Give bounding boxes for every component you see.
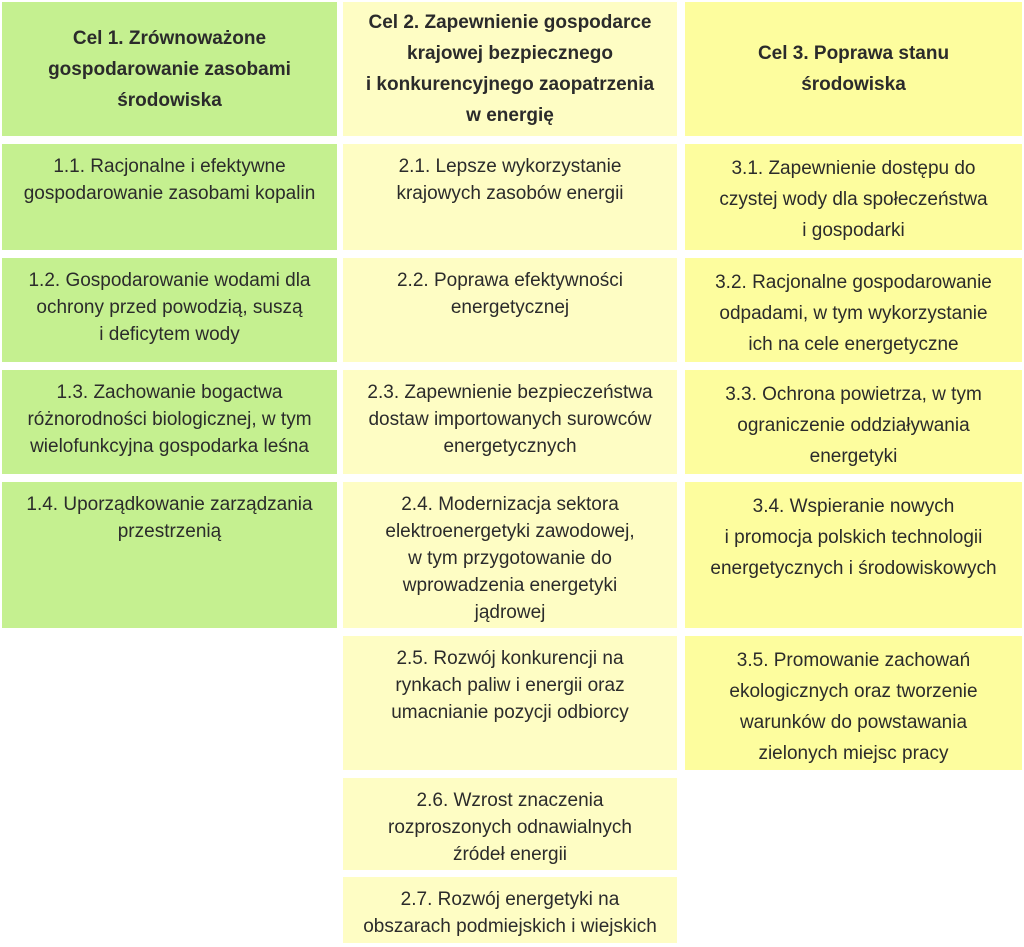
goal-2-item-7 — [343, 877, 677, 943]
item-line: 2.2. Poprawa efektywności — [396, 270, 623, 291]
item-line: 2.3. Zapewnienie bezpieczeństwa — [367, 382, 653, 403]
goal-1-item-4 — [2, 482, 337, 628]
item-line: ekologicznych oraz tworzenie — [729, 681, 978, 702]
item-line: umacnianie pozycji odbiorcy — [391, 702, 629, 723]
item-line: odpadami, w tym wykorzystanie — [719, 303, 988, 324]
goal-2-item-3 — [343, 370, 677, 474]
goal-3-item-4 — [685, 482, 1022, 628]
goal-3-item-3 — [685, 370, 1022, 474]
item-line: czystej wody dla społeczeństwa — [719, 189, 988, 210]
goal-3-item-2 — [685, 258, 1022, 362]
item-line: źródeł energii — [452, 844, 568, 865]
item-line: 2.1. Lepsze wykorzystanie — [398, 156, 622, 177]
header-line: Cel 3. Poprawa stanu — [757, 43, 950, 64]
item-line: ograniczenie oddziaływania — [737, 415, 970, 436]
goal-2-header — [343, 2, 677, 136]
item-line: energetyki — [809, 446, 898, 467]
item-line: przestrzenią — [117, 521, 222, 542]
item-line: elektroenergetyki zawodowej, — [385, 521, 635, 542]
goal-1-item-1 — [2, 144, 337, 250]
goal-1-item-2 — [2, 258, 337, 362]
goal-2-item-1 — [343, 144, 677, 250]
item-line: rynkach paliw i energii oraz — [395, 675, 625, 696]
item-line: jądrowej — [474, 602, 546, 623]
item-line: ochrony przed powodzią, suszą — [36, 297, 303, 318]
item-line: krajowych zasobów energii — [396, 183, 624, 204]
item-line: w tym przygotowanie do — [408, 548, 612, 569]
item-line: 2.5. Rozwój konkurencji na — [396, 648, 624, 669]
goal-2-item-2 — [343, 258, 677, 362]
item-line: 3.4. Wspieranie nowych — [752, 496, 955, 517]
item-line: energetycznych i środowiskowych — [710, 558, 997, 579]
item-line: wprowadzenia energetyki — [402, 575, 618, 596]
item-line: 1.1. Racjonalne i efektywne — [53, 156, 286, 177]
item-line: gospodarowanie zasobami kopalin — [23, 183, 316, 204]
item-line: dostaw importowanych surowców — [368, 409, 652, 430]
goal-3-item-1 — [685, 144, 1022, 250]
item-line: 3.3. Ochrona powietrza, w tym — [725, 384, 982, 405]
header-line: Cel 2. Zapewnienie gospodarce — [368, 12, 652, 33]
header-line: środowiska — [801, 74, 906, 95]
header-line: gospodarowanie zasobami — [48, 58, 291, 80]
item-line: warunków do powstawania — [739, 712, 968, 733]
item-line: i promocja polskich technologii — [724, 527, 983, 548]
item-line: obszarach podmiejskich i wiejskich — [363, 916, 657, 937]
item-line: 1.2. Gospodarowanie wodami dla — [28, 270, 311, 291]
item-line: zielonych miejsc pracy — [758, 743, 949, 764]
header-line: krajowej bezpiecznego — [407, 43, 613, 64]
item-line: 3.2. Racjonalne gospodarowanie — [715, 272, 992, 293]
item-line: i gospodarki — [802, 220, 905, 241]
item-line: różnorodności biologicznej, w tym — [27, 409, 312, 430]
item-line: energetycznej — [450, 297, 570, 318]
goal-1-header — [2, 2, 337, 136]
item-line: 3.5. Promowanie zachowań — [736, 650, 971, 671]
goal-3-item-5 — [685, 636, 1022, 770]
header-line: Cel 1. Zrównoważone — [72, 27, 267, 49]
item-line: 2.6. Wzrost znaczenia — [416, 790, 604, 811]
item-line: wielofunkcyjna gospodarka leśna — [30, 436, 309, 457]
item-line: 2.4. Modernizacja sektora — [401, 494, 619, 515]
header-line: w energię — [466, 105, 554, 126]
goal-1-item-3 — [2, 370, 337, 474]
goal-2-item-6 — [343, 778, 677, 870]
item-line: energetycznych — [443, 436, 577, 457]
item-line: ich na cele energetyczne — [748, 334, 959, 355]
item-line: 2.7. Rozwój energetyki na — [400, 889, 620, 910]
goal-2-item-4 — [343, 482, 677, 628]
item-line: 3.1. Zapewnienie dostępu do — [731, 158, 976, 179]
item-line: 1.3. Zachowanie bogactwa — [56, 382, 283, 403]
goal-2-item-5 — [343, 636, 677, 770]
item-line: 1.4. Uporządkowanie zarządzania — [26, 494, 313, 515]
header-line: i konkurencyjnego zaopatrzenia — [365, 74, 655, 95]
item-line: rozproszonych odnawialnych — [388, 817, 632, 838]
header-line: środowiska — [117, 89, 222, 111]
item-line: i deficytem wody — [99, 324, 240, 345]
goal-3-header — [685, 2, 1022, 136]
